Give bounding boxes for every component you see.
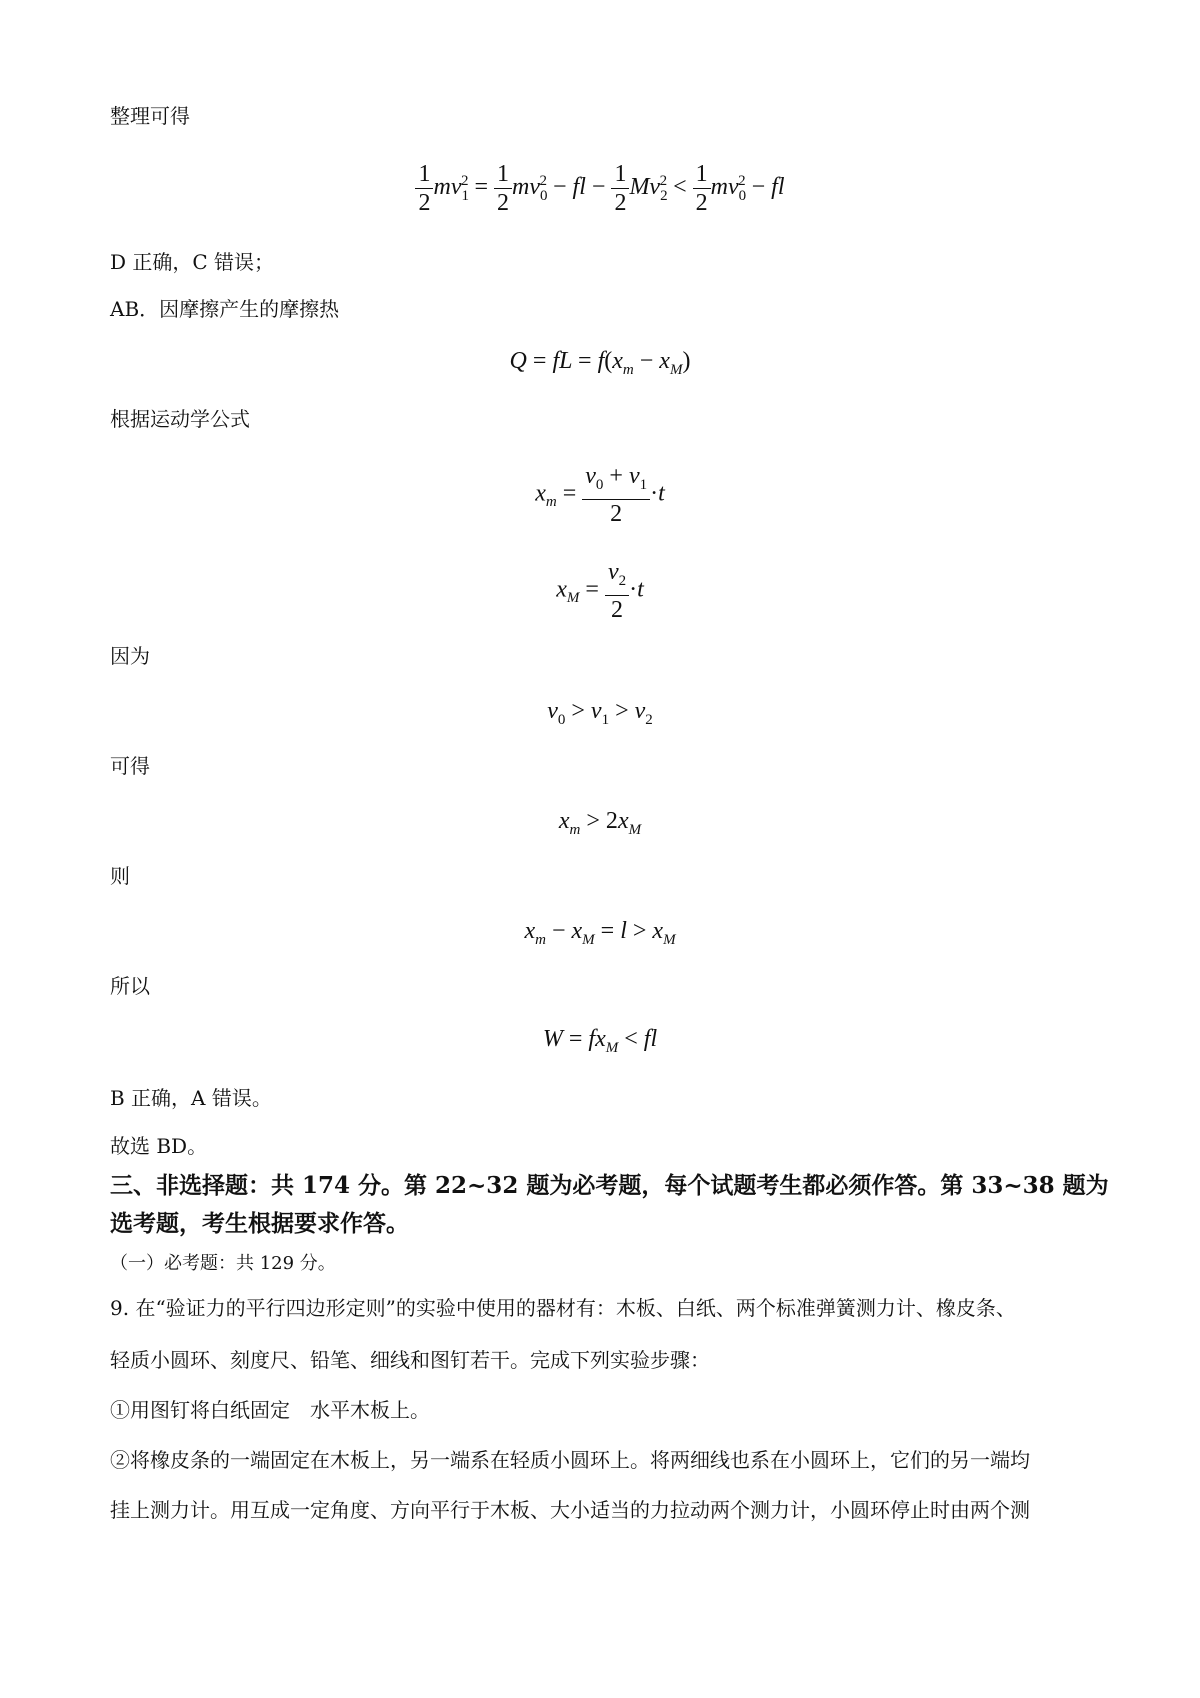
text-line-5: 因为 bbox=[110, 644, 150, 668]
equation-l: $x_m - x_M = l > x_M$ bbox=[524, 918, 676, 948]
text-line-1: 整理可得 bbox=[110, 104, 190, 128]
equation-velocities: $v_0 > v_1 > v_2$ bbox=[547, 698, 653, 728]
question-line-5: 挂上测力计。用互成一定角度、方向平行于木板、大小适当的力拉动两个测力计，小圆环停止时由两个测 bbox=[110, 1498, 1030, 1522]
text-line-10: 故选 BD。 bbox=[110, 1134, 208, 1158]
equation-energy: $\frac{1}{2}$ $mv_1^2$ = $\frac{1}{2}$ $mv_0^2$ − fl − $\frac{1}{2}$ $Mv_2^2$ < $\frac{1}{2}$ $mv_0^2$ − fl bbox=[0, 160, 1200, 217]
text-line-7: 则 bbox=[110, 864, 130, 888]
section-heading-1: 三、非选择题：共 174 分。第 22~32 题为必考题，每个试题考生都必须作答。第 33~38 题为 bbox=[110, 1172, 1109, 1199]
text-line-8: 所以 bbox=[110, 974, 150, 998]
text-line-9: B 正确，A 错误。 bbox=[110, 1086, 272, 1110]
text-line-4: 根据运动学公式 bbox=[110, 407, 250, 431]
text-line-3: AB．因摩擦产生的摩擦热 bbox=[110, 297, 340, 321]
question-line-4: ②将橡皮条的一端固定在木板上，另一端系在轻质小圆环上。将两细线也系在小圆环上，它们的另一端均 bbox=[110, 1448, 1030, 1472]
equation-work: $W = fx_M$ < fl bbox=[542, 1026, 658, 1056]
equation-heat: Q = fL = $f(x_m - x_M)$ bbox=[509, 348, 691, 378]
section-heading-2: 选考题，考生根据要求作答。 bbox=[110, 1210, 409, 1237]
equation-xm-gt: $x_m > 2x_M$ bbox=[558, 808, 642, 838]
equation-xM: $x_M$ = $\frac{v_2}{2}$ ·t bbox=[556, 559, 644, 623]
equation-xm: $x_m$ = $\frac{v_0 + v_1}{2}$ ·t bbox=[535, 463, 665, 527]
question-line-3: ①用图钉将白纸固定 水平木板上。 bbox=[110, 1398, 430, 1422]
text-line-2: D 正确，C 错误； bbox=[110, 250, 275, 274]
question-line-2: 轻质小圆环、刻度尺、铅笔、细线和图钉若干。完成下列实验步骤： bbox=[110, 1348, 710, 1372]
text-line-11: （一）必考题：共 129 分。 bbox=[110, 1253, 336, 1274]
question-line-1: 9. 在“验证力的平行四边形定则”的实验中使用的器材有：木板、白纸、两个标准弹簧测力计、橡皮条、 bbox=[110, 1296, 1016, 1320]
text-line-6: 可得 bbox=[110, 754, 150, 778]
